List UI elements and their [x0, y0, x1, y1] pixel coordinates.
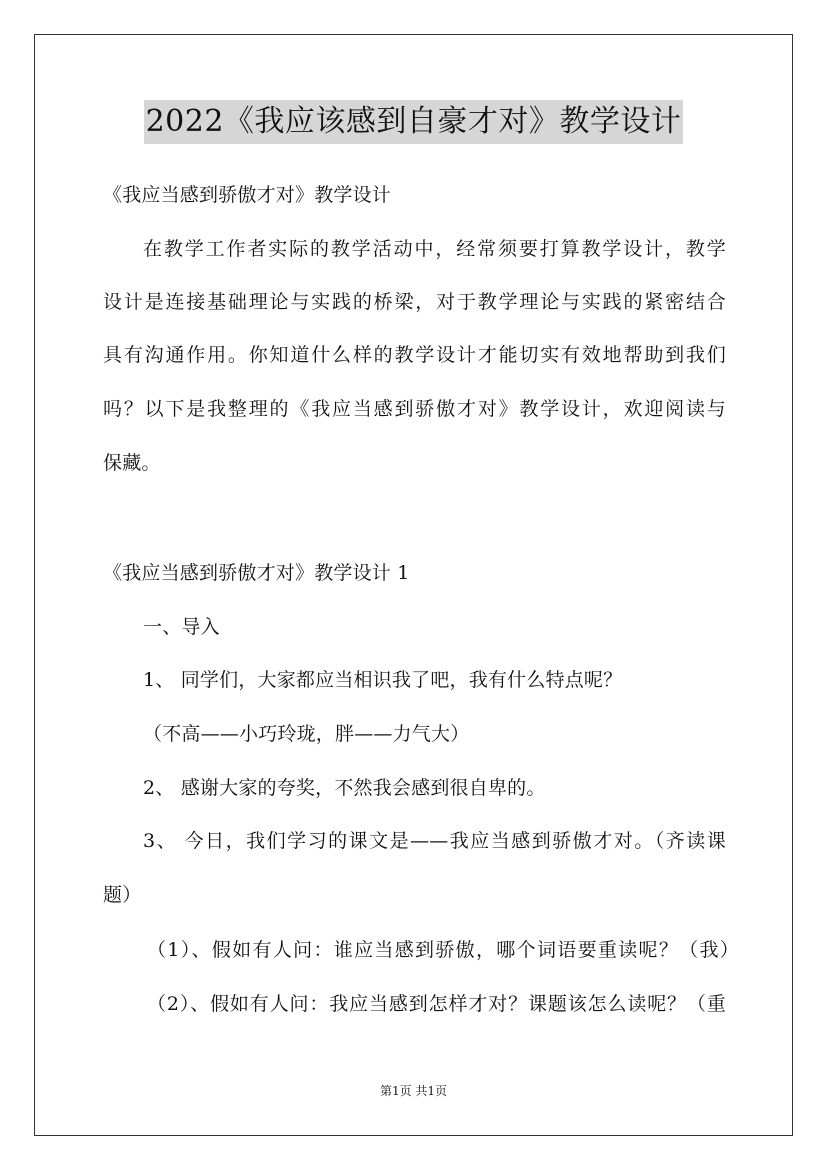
title-block [0, 100, 827, 144]
subtitle-line: 《我应当感到骄傲才对》教学设计 [103, 184, 392, 206]
list-item: （2）、假如有人问：我应当感到怎样才对？课题该怎么读呢？（重 [147, 993, 726, 1015]
paragraph-line: 在教学工作者实际的教学活动中，经常须要打算教学设计，教学 [143, 238, 726, 260]
list-item: （不高——小巧玲珑，胖——力气大） [143, 723, 470, 745]
paragraph-line: 设计是连接基础理论与实践的桥梁，对于教学理论与实践的紧密结合 [103, 291, 726, 313]
paragraph-line: 具有沟通作用。你知道什么样的教学设计才能切实有效地帮助到我们 [103, 344, 726, 366]
document-title: 2022《我应该感到自豪才对》教学设计 [144, 100, 684, 144]
paragraph-line: 保藏。 [103, 452, 161, 474]
section-heading: 《我应当感到骄傲才对》教学设计 1 [103, 562, 410, 584]
list-item: 题） [103, 884, 142, 906]
list-item: 一、导入 [143, 616, 220, 638]
list-item: 2、 感谢大家的夸奖，不然我会感到很自卑的。 [143, 777, 546, 799]
paragraph-line: 吗？以下是我整理的《我应当感到骄傲才对》教学设计，欢迎阅读与 [103, 398, 726, 420]
list-item: 3、 今日，我们学习的课文是——我应当感到骄傲才对。（齐读课 [143, 830, 726, 852]
list-item: （1）、假如有人问：谁应当感到骄傲，哪个词语要重读呢？（我） [147, 939, 739, 961]
page-footer: 第1页 共1页 [379, 1084, 448, 1098]
list-item: 1、 同学们，大家都应当相识我了吧，我有什么特点呢？ [143, 669, 623, 691]
